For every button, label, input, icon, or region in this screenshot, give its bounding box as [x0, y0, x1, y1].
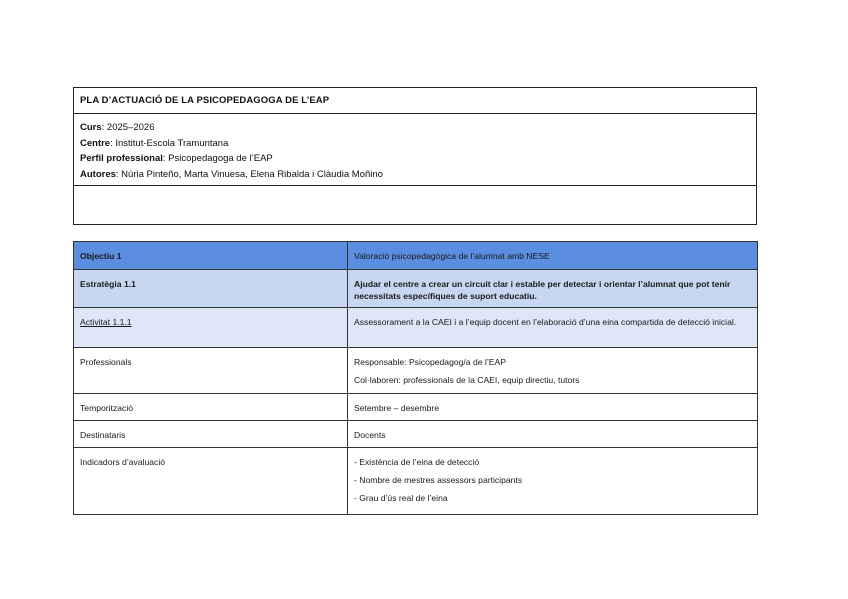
table-row-activity: [74, 308, 758, 348]
info-profile-value: : Psicopedagoga de l’EAP: [162, 153, 273, 164]
recipients-value: Docents: [348, 421, 758, 448]
activity-label-cell: [74, 308, 348, 348]
objective-value: Valoració psicopedagògica de l’alumnat amb NESE: [348, 242, 758, 270]
table-row-professionals: [74, 348, 758, 394]
indicators-value: [348, 448, 758, 515]
plan-header-box: [73, 87, 757, 225]
recipients-label: Destinataris: [74, 421, 348, 448]
info-center: [80, 136, 750, 152]
indicator-item: - Nombre de mestres assessors participants: [354, 475, 523, 485]
strategy-label: Estratègia 1.1: [74, 270, 348, 308]
plan-table: [73, 241, 758, 515]
activity-link[interactable]: Activitat 1.1.1: [80, 317, 132, 327]
indicator-item: - Grau d’ús real de l’eina: [354, 493, 448, 503]
info-center-value: : Institut-Escola Tramuntana: [110, 137, 229, 149]
professionals-collaborators: Col·laboren: professionals de la CAEI, equip directiu, tutors: [354, 375, 580, 385]
timing-label: Temporització: [74, 394, 348, 421]
info-center-label: Centre: [80, 137, 111, 149]
info-profile: [80, 151, 750, 167]
table-row-recipients: [74, 421, 758, 448]
plan-info: [74, 114, 756, 186]
indicators-label: Indicadors d’avaluació: [74, 448, 348, 515]
indicator-item: - Existència de l’eina de detecció: [354, 457, 480, 467]
info-authors: [80, 167, 750, 183]
table-row-objective: [74, 242, 758, 270]
info-profile-label: Perfil professional: [80, 153, 163, 164]
table-row-timing: [74, 394, 758, 421]
objective-label: Objectiu 1: [74, 242, 348, 270]
header-empty-row: [74, 186, 756, 224]
strategy-value: Ajudar el centre a crear un circuit clar i estable per detectar i orientar l’alumnat que pot tenir necessitats específiques de suport educatiu.: [348, 270, 758, 308]
plan-title: PLA D’ACTUACIÓ DE LA PSICOPEDAGOGA DE L’EAP: [74, 88, 756, 114]
info-authors-value: : Núria Pinteño, Marta Vinuesa, Elena Ribalda i Clàudia Moñino: [115, 168, 383, 180]
professionals-responsible: Responsable: Psicopedagog/a de l’EAP: [354, 357, 506, 367]
table-row-indicators: [74, 448, 758, 515]
professionals-value: [348, 348, 758, 394]
info-course-label: Curs: [80, 122, 102, 133]
info-course: [80, 120, 750, 136]
professionals-label: Professionals: [74, 348, 348, 394]
activity-value: Assessorament a la CAEI i a l’equip docent en l’elaboració d’una eina compartida de detecció inicial.: [348, 308, 758, 348]
info-authors-label: Autores: [80, 168, 116, 180]
timing-value: Setembre – desembre: [348, 394, 758, 421]
table-row-strategy: [74, 270, 758, 308]
info-course-value: : 2025–2026: [101, 122, 155, 133]
